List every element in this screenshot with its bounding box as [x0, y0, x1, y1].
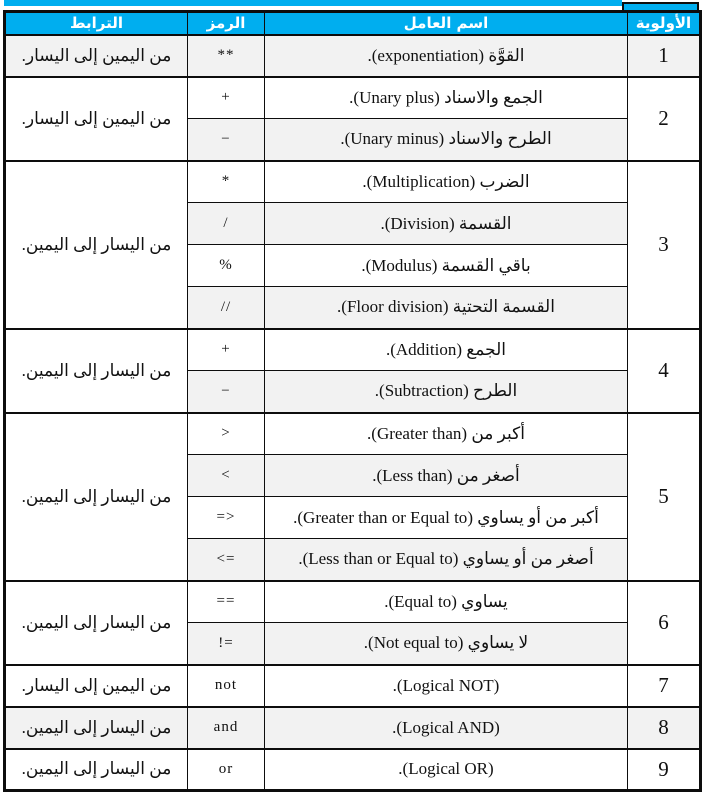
- table-row: [5, 581, 701, 623]
- symbol-cell: /: [188, 203, 265, 245]
- associativity-cell: من اليمين إلى اليسار.: [5, 77, 188, 161]
- priority-cell: 2: [628, 77, 701, 161]
- associativity-cell: من اليسار إلى اليمين.: [5, 413, 188, 581]
- symbol-cell: +: [188, 77, 265, 119]
- symbol-cell: and: [188, 707, 265, 749]
- symbol-cell: <=: [188, 539, 265, 581]
- priority-cell: 4: [628, 329, 701, 413]
- symbol-cell: <: [188, 455, 265, 497]
- operator-name-cell: (Logical NOT).: [265, 665, 628, 707]
- header-symbol: الرمز: [188, 12, 265, 35]
- associativity-cell: من اليسار إلى اليمين.: [5, 581, 188, 665]
- operator-name-cell: أصغر من أو يساوي (Less than or Equal to).: [265, 539, 628, 581]
- table-row: [5, 665, 701, 707]
- table-row: [5, 77, 701, 119]
- priority-cell: 5: [628, 413, 701, 581]
- operator-name-cell: باقي القسمة (Modulus).: [265, 245, 628, 287]
- operator-name-cell: (Logical OR).: [265, 749, 628, 791]
- table-row: [5, 35, 701, 77]
- symbol-cell: **: [188, 35, 265, 77]
- table-row: [5, 161, 701, 203]
- associativity-cell: من اليسار إلى اليمين.: [5, 749, 188, 791]
- symbol-cell: not: [188, 665, 265, 707]
- symbol-cell: //: [188, 287, 265, 329]
- operator-name-cell: القسمة التحتية (Floor division).: [265, 287, 628, 329]
- operator-name-cell: الطرح (Subtraction).: [265, 371, 628, 413]
- operator-name-cell: (Logical AND).: [265, 707, 628, 749]
- symbol-cell: −: [188, 371, 265, 413]
- symbol-cell: *: [188, 161, 265, 203]
- symbol-cell: +: [188, 329, 265, 371]
- operator-name-cell: لا يساوي (Not equal to).: [265, 623, 628, 665]
- operator-name-cell: أكبر من أو يساوي (Greater than or Equal to).: [265, 497, 628, 539]
- associativity-cell: من اليمين إلى اليسار.: [5, 35, 188, 77]
- operator-name-cell: أصغر من (Less than).: [265, 455, 628, 497]
- operator-name-cell: الجمع (Addition).: [265, 329, 628, 371]
- priority-cell: 9: [628, 749, 701, 791]
- table-header: [5, 12, 701, 35]
- operator-name-cell: الطرح والاسناد (Unary minus).: [265, 119, 628, 161]
- associativity-cell: من اليمين إلى اليسار.: [5, 665, 188, 707]
- symbol-cell: =>: [188, 497, 265, 539]
- operator-name-cell: القسمة (Division).: [265, 203, 628, 245]
- operators-table-body: [5, 35, 701, 791]
- priority-cell: 6: [628, 581, 701, 665]
- associativity-cell: من اليسار إلى اليمين.: [5, 329, 188, 413]
- operator-name-cell: يساوي (Equal to).: [265, 581, 628, 623]
- header-operator-name: اسم العامل: [265, 12, 628, 35]
- symbol-cell: %: [188, 245, 265, 287]
- operator-name-cell: الجمع والاسناد (Unary plus).: [265, 77, 628, 119]
- priority-cell: 1: [628, 35, 701, 77]
- header-associativity: الترابط: [5, 12, 188, 35]
- table-row: [5, 413, 701, 455]
- symbol-cell: !=: [188, 623, 265, 665]
- top-accent-bar: [4, 0, 622, 6]
- priority-cell: 8: [628, 707, 701, 749]
- symbol-cell: >: [188, 413, 265, 455]
- priority-cell: 3: [628, 161, 701, 329]
- header-row: [5, 12, 701, 35]
- operator-name-cell: القوَّة (exponentiation).: [265, 35, 628, 77]
- associativity-cell: من اليسار إلى اليمين.: [5, 161, 188, 329]
- priority-cell: 7: [628, 665, 701, 707]
- table-row: [5, 329, 701, 371]
- operator-name-cell: الضرب (Multiplication).: [265, 161, 628, 203]
- table-row: [5, 707, 701, 749]
- symbol-cell: −: [188, 119, 265, 161]
- symbol-cell: ==: [188, 581, 265, 623]
- header-priority: الأولوية: [628, 12, 701, 35]
- associativity-cell: من اليسار إلى اليمين.: [5, 707, 188, 749]
- table-row: [5, 749, 701, 791]
- operators-precedence-table: [3, 10, 702, 792]
- symbol-cell: or: [188, 749, 265, 791]
- operator-name-cell: أكبر من (Greater than).: [265, 413, 628, 455]
